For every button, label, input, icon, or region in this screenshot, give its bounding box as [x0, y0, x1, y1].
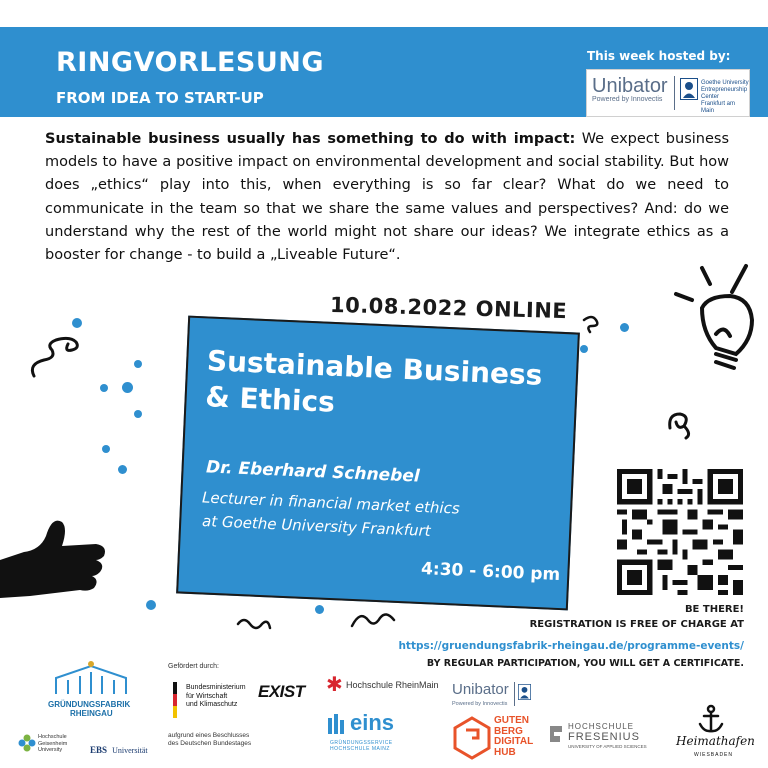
swirl-icon — [350, 606, 398, 636]
speaker-role-line2: at Goethe University Frankfurt — [201, 512, 432, 540]
lightbulb-icon — [672, 262, 762, 382]
eins-sub: GRÜNDUNGSSERVICE HOCHSCHULE MAINZ — [330, 740, 393, 752]
bundestag-line2: des Deutschen Bundestages — [168, 740, 252, 747]
speaker-name: Dr. Eberhard Schnebel — [205, 457, 421, 487]
building-icon — [46, 660, 136, 698]
certificate-note: BY REGULAR PARTICIPATION, YOU WILL GET A CERTIFICATE. — [426, 658, 744, 669]
hs-rheinmain-name: Hochschule RheinMain — [346, 680, 439, 690]
flower-icon — [18, 734, 36, 752]
unibator-logo — [452, 680, 592, 710]
ministry-line2: für Wirtschaft — [186, 692, 228, 700]
anchor-icon — [696, 704, 726, 734]
federal-eagle-icon — [168, 682, 182, 722]
host-logo — [586, 69, 750, 117]
gruendungsfabrik-logo — [46, 660, 136, 720]
goethe-portrait-icon — [518, 684, 531, 700]
fresenius-logo — [548, 722, 658, 752]
hosted-label: This week hosted by: — [587, 49, 731, 63]
funded-by-label: Gefördert durch: — [168, 663, 219, 670]
speaker-role-line1: Lecturer in financial market ethics — [201, 488, 461, 518]
geisenheim-logo — [18, 732, 88, 754]
host-partner-line3: Frankfurt am Main — [701, 101, 736, 114]
exist-logo: EXIST — [258, 682, 305, 701]
eins-logo — [328, 712, 428, 756]
eins-bars-icon — [328, 714, 350, 736]
swirl-icon — [580, 312, 606, 336]
hs-rheinmain-logo — [326, 672, 446, 696]
heimathafen-name: Heimathafen — [676, 734, 755, 748]
unibator-tagline: Powered by Innovectis — [452, 701, 508, 707]
ministry-logo — [168, 682, 258, 726]
fresenius-line3: UNIVERSITY OF APPLIED SCIENCES — [568, 744, 647, 749]
eins-name: eins — [350, 710, 395, 735]
intro-lead: Sustainable business usually has something to do with impact: — [45, 131, 576, 147]
squiggle-icon — [664, 408, 698, 440]
unibator-name: Unibator — [452, 681, 509, 698]
fresenius-line2: FRESENIUS — [568, 731, 640, 743]
fresenius-mark-icon — [548, 724, 564, 746]
gutenberg-line1: GUTEN — [494, 715, 529, 726]
qr-code[interactable] — [616, 469, 744, 595]
ministry-line3: und Klimaschutz — [186, 701, 238, 708]
intro-paragraph — [45, 128, 729, 267]
gf-line1: GRÜNDUNGSFABRIK — [48, 700, 131, 709]
gutenberg-line4: HUB — [494, 746, 516, 758]
ebs-suffix: Universität — [112, 746, 148, 755]
heimathafen-sub: WIESBADEN — [694, 752, 734, 758]
gutenberg-line2: BERG — [494, 725, 523, 737]
registration-link[interactable]: https://gruendungsfabrik-rheingau.de/programme-events/ — [398, 640, 744, 652]
ebs-name: EBS — [90, 745, 108, 755]
intro-body: We expect business models to have a positive impact on environmental development and social stability. But how does „ethics“ play into this, when everything is so far clear? What do we need to communicate in the team so that we share the same values and perspectives? And: do we understand why the rest of the world might not share our ideas? We integrate ethics as a booster for change - to build a „Liveable Future“. — [45, 131, 729, 264]
event-date: 10.08.2022 ONLINE — [329, 292, 568, 324]
host-tagline: Powered by Innovectis — [592, 96, 663, 103]
header-band — [0, 27, 768, 117]
event-title-line1: Sustainable Business — [206, 344, 544, 392]
host-partner-line1: Goethe University — [701, 80, 749, 86]
ministry-line1: Bundesministerium — [186, 684, 246, 691]
host-partner-line2: Entrepreneurship Center — [701, 87, 748, 100]
event-time: 4:30 - 6:00 pm — [420, 558, 561, 586]
series-subtitle: FROM IDEA TO START-UP — [56, 89, 264, 107]
host-name: Unibator — [592, 75, 668, 97]
ebs-logo — [90, 738, 156, 755]
heimathafen-logo — [672, 704, 755, 764]
event-title-line2: & Ethics — [204, 380, 336, 419]
geisenheim-name: Hochschule Geisenheim University — [38, 734, 68, 753]
gutenberg-logo — [452, 716, 542, 762]
thumbs-up-icon — [0, 500, 110, 600]
swirl-icon — [26, 330, 86, 382]
asterisk-icon: ✱ — [326, 672, 343, 696]
hexagon-icon — [452, 716, 492, 760]
be-there-label: BE THERE! — [684, 604, 744, 615]
gutenberg-line3: DIGITAL — [494, 736, 534, 747]
bundestag-line1: aufgrund eines Beschlusses — [168, 732, 250, 739]
squiggle-icon — [234, 612, 274, 642]
fresenius-line1: HOCHSCHULE — [568, 722, 635, 731]
series-title: RINGVORLESUNG — [56, 47, 325, 78]
gf-line2: RHEINGAU — [70, 709, 113, 718]
goethe-portrait-icon — [680, 78, 698, 100]
registration-label: REGISTRATION IS FREE OF CHARGE AT — [529, 619, 744, 630]
